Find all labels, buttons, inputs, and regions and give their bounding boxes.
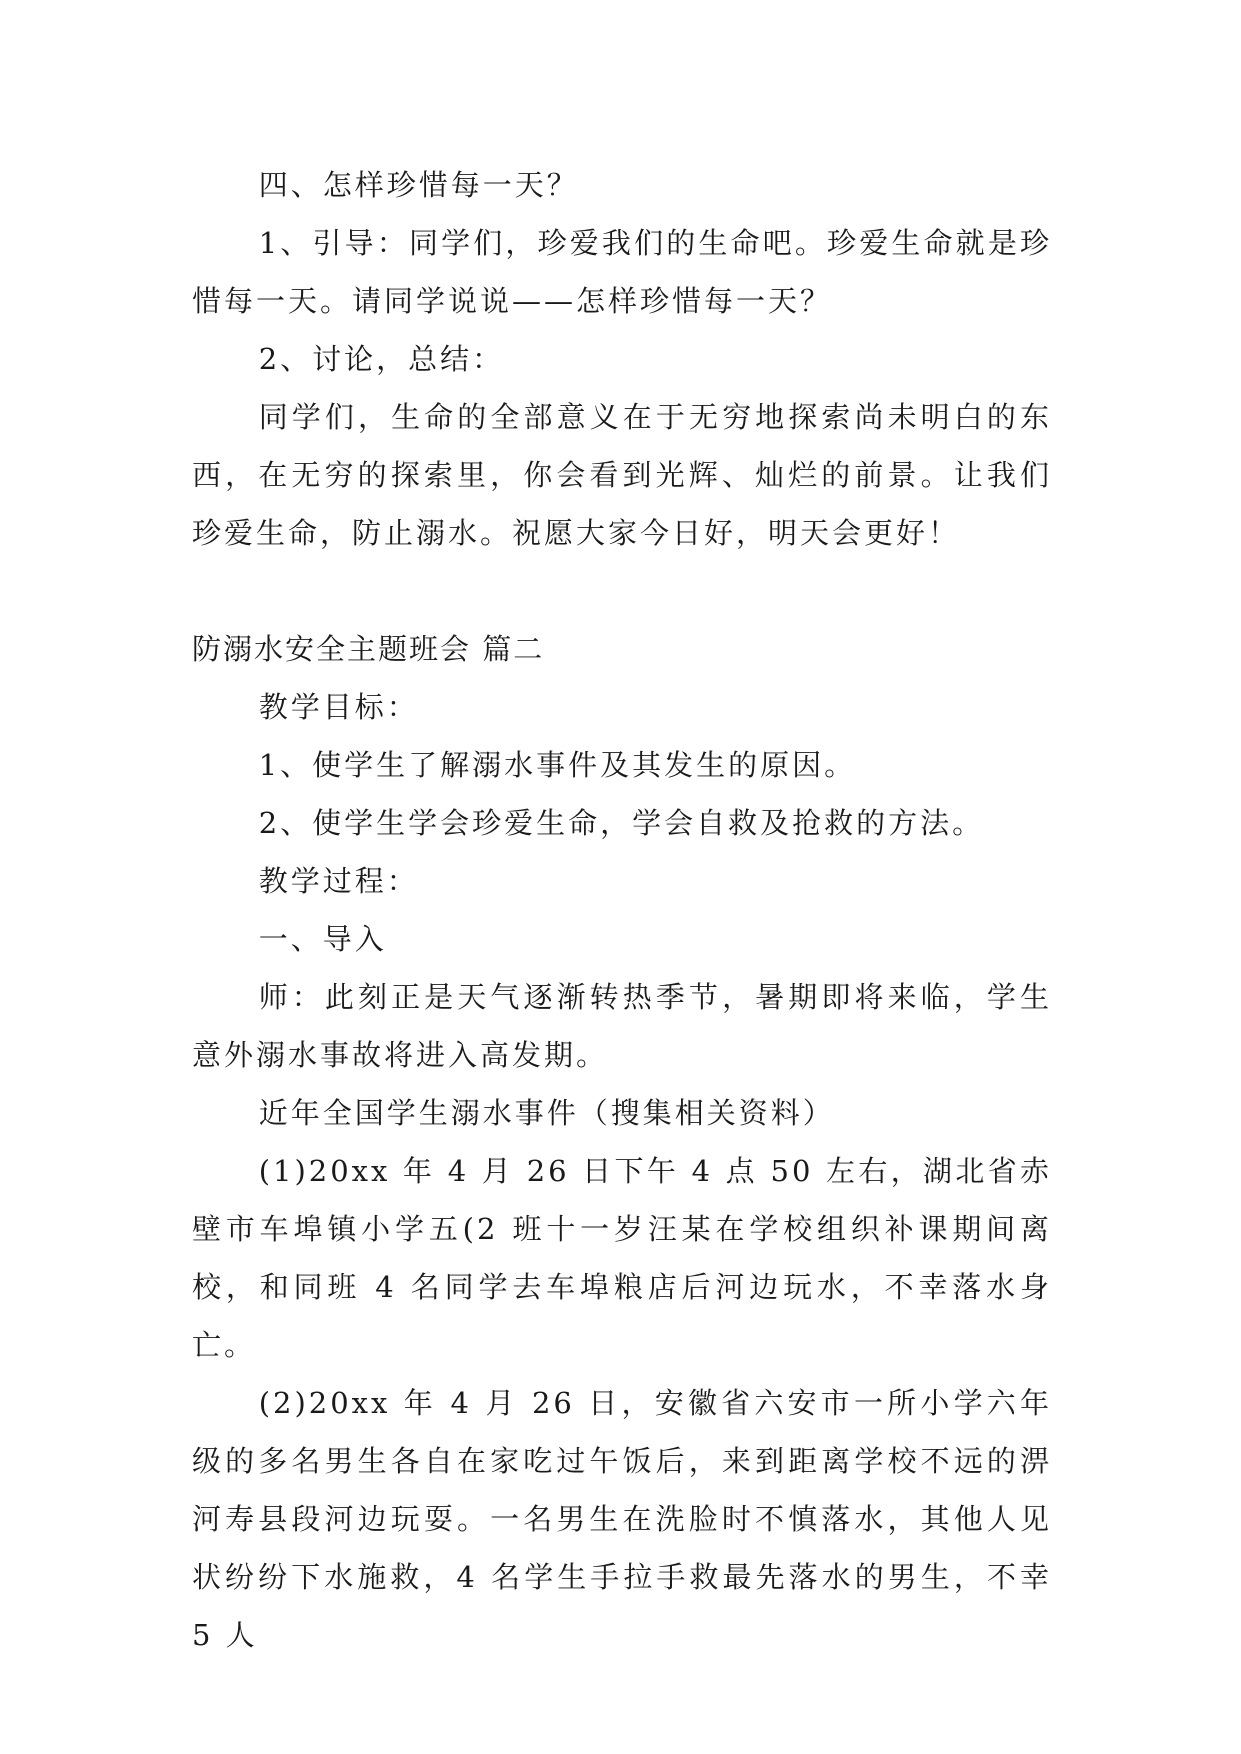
paragraph-recent-events: 近年全国学生溺水事件（搜集相关资料）	[258, 1096, 835, 1130]
document-body	[192, 156, 1052, 1664]
paragraph-teacher: 师：此刻正是天气逐渐转热季节，暑期即将来临，学生意外溺水事故将进入高发期。	[192, 980, 1052, 1072]
paragraph-teaching-goals: 教学目标：	[258, 690, 419, 724]
paragraph-how-to-cherish: 四、怎样珍惜每一天？	[258, 168, 579, 202]
paragraph-conclusion: 同学们，生命的全部意义在于无穷地探索尚未明白的东西，在无穷的探索里，你会看到光辉、灿烂的前景。让我们珍爱生命，防止溺水。祝愿大家今日好，明天会更好！	[192, 400, 1052, 550]
paragraph-goal-2: 2、使学生学会珍爱生命，学会自救及抢救的方法。	[258, 806, 985, 840]
paragraph-event-2: (2)20xx 年 4 月 26 日，安徽省六安市一所小学六年级的多名男生各自在家吃过午饭后，来到距离学校不远的淠河寿县段河边玩耍。一名男生在洗脸时不慎落水，其他人见状纷纷下水施救，4 名学生手拉手救最先落水的男生，不幸 5 人	[192, 1386, 1052, 1652]
paragraph-guide: 1、引导：同学们，珍爱我们的生命吧。珍爱生命就是珍惜每一天。请同学说说——怎样珍惜每一天？	[192, 226, 1052, 318]
paragraph-teaching-process: 教学过程：	[258, 864, 419, 898]
paragraph-event-1: (1)20xx 年 4 月 26 日下午 4 点 50 左右，湖北省赤壁市车埠镇小学五(2 班十一岁汪某在学校组织补课期间离校，和同班 4 名同学去车埠粮店后河边玩水，不幸落水身亡。	[192, 1154, 1052, 1362]
paragraph-discuss: 2、讨论，总结：	[258, 342, 505, 376]
section-title: 防溺水安全主题班会 篇二	[192, 632, 545, 666]
paragraph-goal-1: 1、使学生了解溺水事件及其发生的原因。	[258, 748, 857, 782]
paragraph-introduction: 一、导入	[258, 922, 387, 956]
